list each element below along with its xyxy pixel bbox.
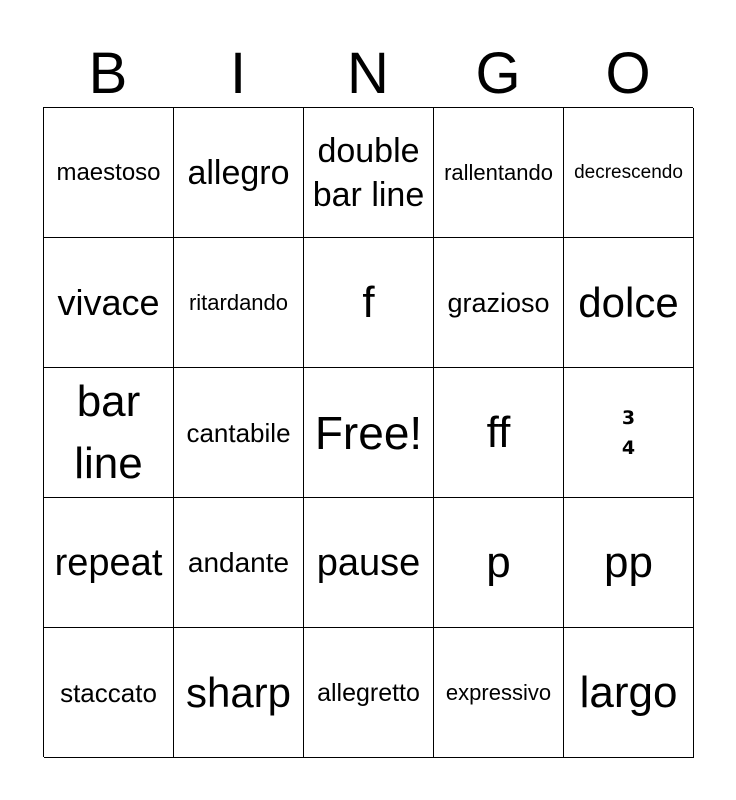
cell-label: vivace [57,281,160,323]
cell-label: allegro [187,153,290,192]
cell-label: largo [579,667,678,717]
time-signature-icon [622,403,635,463]
bingo-cell[interactable] [564,108,694,238]
cell-label: andante [187,546,290,578]
bingo-cell[interactable] [564,498,694,628]
bingo-cell[interactable] [434,628,564,758]
bingo-cell[interactable] [174,498,304,628]
header-letter-o: O [605,41,651,106]
bingo-cell[interactable] [564,368,694,498]
cell-label: allegretto [317,678,420,707]
header-letter-n: N [347,41,389,106]
cell-label: staccato [60,677,157,708]
cell-label: double bar line [312,131,425,214]
bingo-cell[interactable] [44,498,174,628]
bingo-cell[interactable] [434,368,564,498]
bingo-cell[interactable] [304,498,434,628]
time-signature-bottom: 4 [621,436,636,459]
bingo-cell[interactable] [434,498,564,628]
cell-label: f [362,277,375,327]
cell-label: sharp [185,668,292,716]
cell-label: maestoso [56,158,161,186]
cell-label: pause [316,541,421,584]
bingo-cell[interactable] [304,628,434,758]
cell-label: rallentando [444,159,553,185]
cell-label: ritardando [188,289,289,315]
bingo-cell[interactable] [304,238,434,368]
bingo-cell[interactable] [434,238,564,368]
bingo-cell[interactable] [174,368,304,498]
bingo-cell[interactable] [304,108,434,238]
bingo-cell[interactable] [564,628,694,758]
bingo-cell[interactable] [44,238,174,368]
bingo-cell[interactable] [44,108,174,238]
bingo-cell[interactable] [44,368,174,498]
cell-label: p [486,537,511,587]
bingo-cell[interactable] [304,368,434,498]
cell-label: pp [604,537,653,587]
bingo-cell[interactable] [174,628,304,758]
cell-label: cantabile [186,417,291,448]
bingo-cell[interactable] [174,108,304,238]
header-letter-b: B [88,41,128,106]
header-letter-g: G [475,41,521,106]
cell-label: expressivo [445,679,552,705]
cell-label: dolce [578,278,679,326]
cell-label: decrescendo [574,161,683,183]
bingo-cell[interactable] [434,108,564,238]
free-space-label: Free! [314,406,423,459]
bingo-card-grid [43,107,693,757]
bingo-cell[interactable] [174,238,304,368]
header-letter-i: I [229,41,247,106]
time-signature-top: 3 [621,406,636,429]
cell-label: bar line [74,376,143,488]
cell-label: grazioso [447,287,550,318]
cell-label: repeat [54,541,163,584]
bingo-cell[interactable] [44,628,174,758]
bingo-header [43,40,693,108]
cell-label: ff [486,407,511,457]
bingo-cell[interactable] [564,238,694,368]
